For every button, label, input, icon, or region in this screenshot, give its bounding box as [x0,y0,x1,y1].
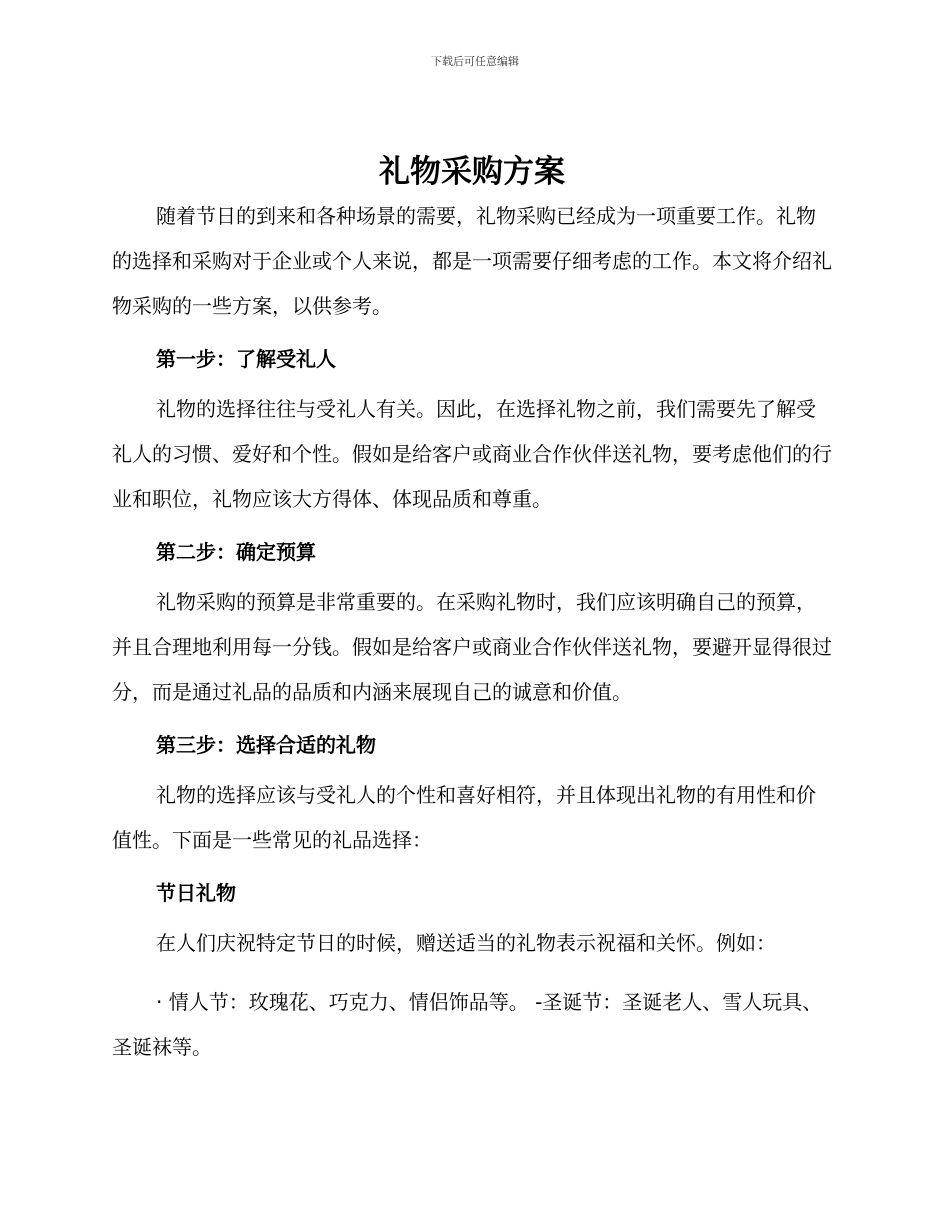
holiday-gifts-paragraph: 在人们庆祝特定节日的时候，赠送适当的礼物表示祝福和关怀。例如： [156,931,776,955]
step1-heading: 第一步：了解受礼人 [156,347,336,371]
holiday-gifts-heading: 节日礼物 [156,881,236,905]
document-title: 礼物采购方案 [379,154,565,190]
step3-heading: 第三步：选择合适的礼物 [156,733,376,757]
step1-paragraph: 礼物的选择往往与受礼人有关。因此，在选择礼物之前，我们需要先了解受礼人的习惯、爱好和个性。假如是给客户或商业合作伙伴送礼物，要考虑他们的行业和职位，礼物应该大方得体、体现品质和尊重。 [112,397,832,511]
document-body [112,150,832,1070]
intro-paragraph: 随着节日的到来和各种场景的需要，礼物采购已经成为一项重要工作。礼物的选择和采购对于企业或个人来说，都是一项需要仔细考虑的工作。本文将介绍礼物采购的一些方案，以供参考。 [112,204,832,318]
step2-heading: 第二步：确定预算 [156,540,316,564]
step2-paragraph: 礼物采购的预算是非常重要的。在采购礼物时，我们应该明确自己的预算，并且合理地利用每一分钱。假如是给客户或商业合作伙伴送礼物，要避开显得很过分，而是通过礼品的品质和内涵来展现自己的诚意和价值。 [112,590,832,704]
step3-paragraph: 礼物的选择应该与受礼人的个性和喜好相符，并且体现出礼物的有用性和价值性。下面是一些常见的礼品选择： [112,783,816,852]
page-header-note: 下载后可任意编辑 [431,55,519,68]
holiday-gift-examples: · 情人节：玫瑰花、巧克力、情侣饰品等。 -圣诞节：圣诞老人、雪人玩具、圣诞袜等。 [112,990,823,1059]
